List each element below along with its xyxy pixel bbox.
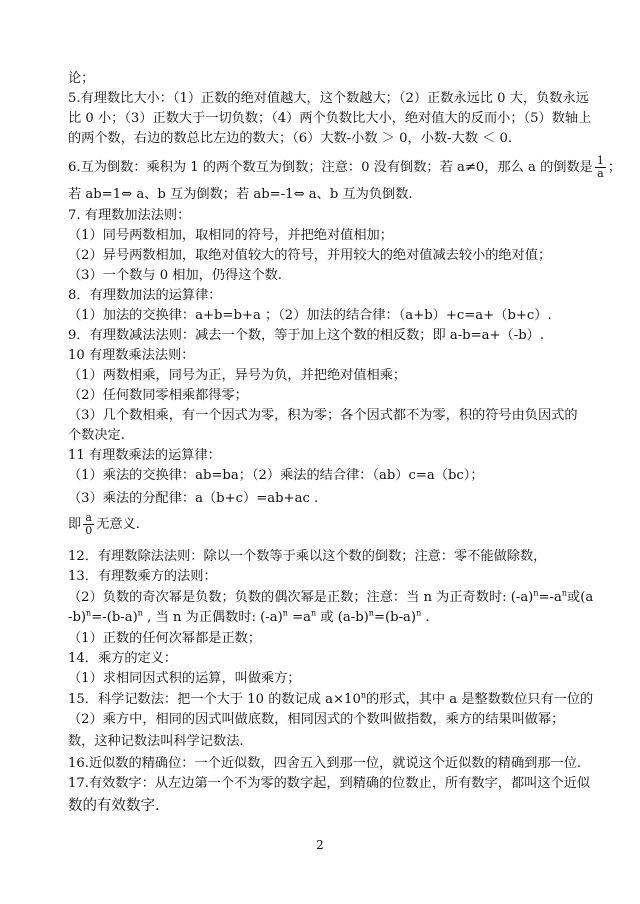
fraction-numerator: a: [83, 512, 94, 525]
zero-division-fraction: [83, 512, 94, 537]
text-line: 数，这种记数法叫科学记数法.: [68, 734, 244, 749]
text-line: 7. 有理数加法法则：: [68, 208, 191, 223]
text-line: 若 ab=1⇔ a、b 互为倒数；若 ab=-1⇔ a、b 互为负倒数.: [68, 187, 413, 202]
text-line: 12．有理数除法法则：除以一个数等于乘以这个数的倒数；注意：零不能做除数，: [68, 549, 547, 564]
fraction-numerator: 1: [596, 154, 604, 167]
text-line: 13．有理数乘方的法则：: [68, 569, 217, 584]
text-line: （1）加法的交换律：a+b=b+a ；（2）加法的结合律：（a+b）+c=a+（b+c）.: [68, 308, 552, 323]
zero-division-line: 即 $\frac{a}{0}$ 无意义.: [68, 511, 140, 537]
reciprocal-fraction: [595, 155, 606, 180]
text-line: 14．乘方的定义：: [68, 651, 178, 666]
text-line: （3）几个数相乘，有一个因式为零，积为零；各个因式都不为零，积的符号由负因式的: [68, 408, 578, 423]
fraction-denominator: a: [597, 167, 604, 180]
fraction-denominator: 0: [85, 524, 93, 537]
text-line: （3）乘法的分配律：a（b+c）=ab+ac .: [68, 491, 319, 506]
text-line: 9．有理数减法法则：减去一个数，等于加上这个数的相反数；即 a-b=a+（-b）.: [68, 328, 545, 343]
text-line: （2）异号两数相加，取绝对值较大的符号，并用较大的绝对值减去较小的绝对值；: [68, 248, 552, 263]
text-line: 17.有效数字：从左边第一个不为零的数字起，到精确的位数止，所有数字，都叫这个近似: [68, 776, 591, 791]
text-line: 16.近似数的精确位：一个近似数，四舍五入到那一位，就说这个近似数的精确到那一位.: [68, 756, 582, 771]
text-line: 8．有理数加法的运算律：: [68, 288, 222, 303]
text-line: （2）任何数同零相乘都得零；: [68, 388, 248, 403]
text-line: 11 有理数乘法的运算律：: [68, 448, 221, 463]
text-line: 比 0 小；（3）正数大于一切负数；（4）两个负数比大小，绝对值大的反而小；（5）数轴上: [68, 111, 592, 126]
text-line: （1）正数的任何次幂都是正数；: [68, 631, 262, 646]
power-rule-line: （2）负数的奇次幂是负数；负数的偶次幂是正数；注意：当 n 为正奇数时: $(-a)^n=-a^n$或(a: [68, 588, 594, 605]
reciprocal-text: 6.互为倒数：乘积为 1 的两个数互为倒数；注意：0 没有倒数；若 a≠0，那么 a 的倒数是: [68, 160, 593, 175]
text-line: （3）一个数与 0 相加，仍得这个数.: [68, 268, 282, 283]
text-line: （2）乘方中，相同的因式叫做底数，相同因式的个数叫做指数，乘方的结果叫做幂；: [68, 712, 565, 727]
text-line: （1）求相同因式积的运算，叫做乘方；: [68, 671, 301, 686]
text-line: （1）同号两数相加，取相同的符号，并把绝对值相加；: [68, 228, 393, 243]
sci-notation-line: 15．科学记数法：把一个大于 10 的数记成 $a\times 10^n$的形式，其中 a 是整数数位只有一位的: [68, 690, 594, 707]
text-line: 5.有理数比大小：（1）正数的绝对值越大，这个数越大；（2）正数永远比 0 大，负数永远: [68, 91, 589, 106]
page-number: 2: [316, 838, 324, 852]
text-line: 的两个数，右边的数总比左边的数大；（6）大数-小数 ＞ 0，小数-大数 ＜ 0.: [68, 131, 513, 146]
power-rule-line: $-b)^n=-(b-a)^n$ , 当 n 为正偶数时: $(-a)^n =a^n$ 或 $(a-b)^n=(b-a)^n$ .: [68, 608, 430, 625]
text-line: （1）乘法的交换律：ab=ba；（2）乘法的结合律：（ab）c=a（bc）；: [68, 468, 484, 483]
text-line: （1）两数相乘，同号为正，异号为负，并把绝对值相乘；: [68, 368, 407, 383]
reciprocal-line: 6.互为倒数：乘积为 1 的两个数互为倒数；注意：0 没有倒数；若 a≠0，那么 a 的倒数是 $\frac{1}{a}$ ；: [68, 154, 622, 180]
text-line: 论；: [68, 71, 95, 86]
text-line: 个数决定.: [68, 428, 125, 443]
text-line: 10 有理数乘法法则：: [68, 348, 195, 363]
question-heading: 数的有效数字.: [68, 798, 160, 814]
